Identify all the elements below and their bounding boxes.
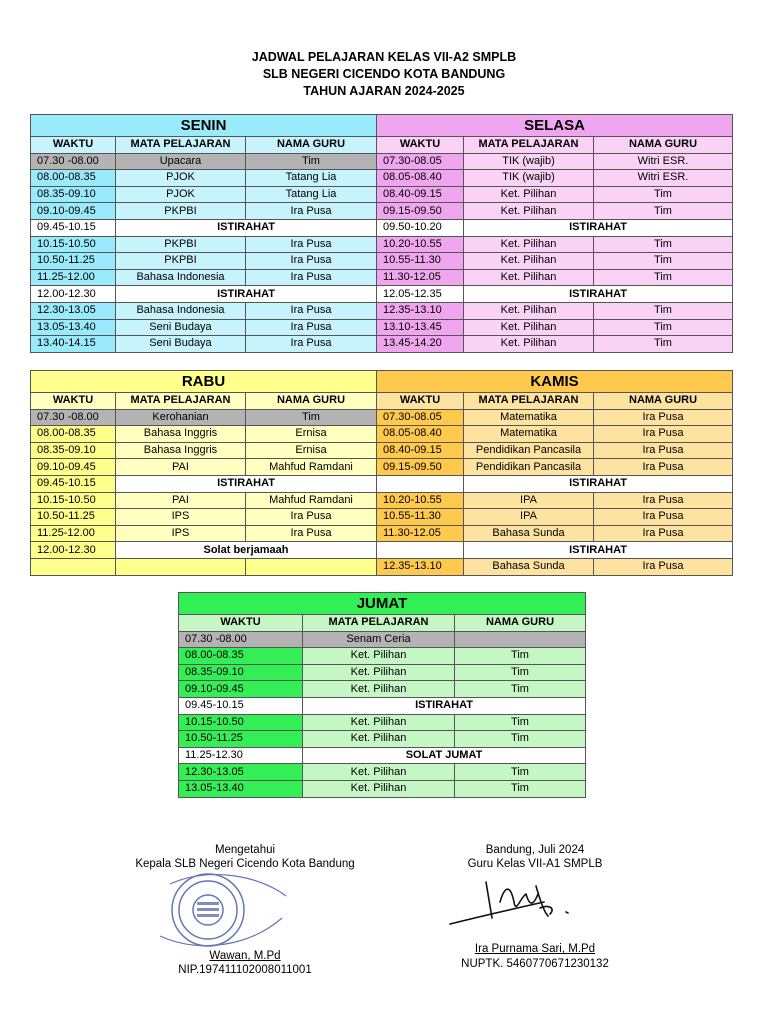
col-waktu-header: WAKTU xyxy=(31,137,116,154)
table-row xyxy=(377,253,733,270)
time-cell: 12.35-13.10 xyxy=(377,302,464,319)
day-header-selasa: SELASA xyxy=(377,115,733,137)
table-row xyxy=(31,203,377,220)
time-cell: 10.50-11.25 xyxy=(31,253,116,270)
table-row xyxy=(377,170,733,187)
teacher-cell: Tim xyxy=(455,648,586,665)
subject-cell: Ket. Pilihan xyxy=(303,714,455,731)
time-cell: 11.25-12.30 xyxy=(179,747,303,764)
time-cell: 07.30-08.05 xyxy=(377,153,464,170)
subject-cell: Bahasa Inggris xyxy=(116,426,246,443)
col-mapel-header: MATA PELAJARAN xyxy=(464,393,594,410)
break-cell: SOLAT JUMAT xyxy=(303,747,586,764)
principal-name: Wawan, M.Pd xyxy=(209,950,281,962)
time-cell: 09.10-09.45 xyxy=(179,681,303,698)
teacher-cell: Ira Pusa xyxy=(246,302,377,319)
day-header-jumat: JUMAT xyxy=(179,593,586,615)
teacher-cell: Mahfud Ramdani xyxy=(246,459,377,476)
subject-cell: Ket. Pilihan xyxy=(303,780,455,797)
time-cell: 13.05-13.40 xyxy=(31,319,116,336)
col-waktu-header: WAKTU xyxy=(31,393,116,410)
subject-cell: PAI xyxy=(116,492,246,509)
subject-cell: Bahasa Indonesia xyxy=(116,269,246,286)
subject-cell: Ket. Pilihan xyxy=(464,236,594,253)
time-cell: 09.50-10.20 xyxy=(377,219,464,236)
table-row xyxy=(179,697,586,714)
table-row xyxy=(31,492,377,509)
time-cell: 11.25-12.00 xyxy=(31,525,116,542)
time-cell xyxy=(377,475,464,492)
teacher-cell: Tim xyxy=(455,714,586,731)
subject-cell: PJOK xyxy=(116,186,246,203)
teacher-nuptk: NUPTK. 5460770671230132 xyxy=(461,958,609,970)
principal-nip: NIP.197411102008011001 xyxy=(178,964,312,976)
time-cell: 08.05-08.40 xyxy=(377,426,464,443)
table-row xyxy=(179,764,586,781)
subject-cell: PKPBI xyxy=(116,236,246,253)
table-row xyxy=(31,336,377,353)
kamis-table xyxy=(376,370,733,576)
time-cell: 09.10-09.45 xyxy=(31,459,116,476)
table-row xyxy=(179,714,586,731)
table-row xyxy=(31,442,377,459)
time-cell: 12.30-13.05 xyxy=(31,302,116,319)
subject-cell: PKPBI xyxy=(116,203,246,220)
subject-cell: Seni Budaya xyxy=(116,319,246,336)
teacher-cell: Mahfud Ramdani xyxy=(246,492,377,509)
time-cell xyxy=(377,542,464,559)
col-mapel-header: MATA PELAJARAN xyxy=(116,137,246,154)
table-row xyxy=(31,186,377,203)
subject-cell: Ket. Pilihan xyxy=(464,336,594,353)
school-name: SLB NEGERI CICENDO KOTA BANDUNG xyxy=(262,67,506,81)
table-row xyxy=(31,426,377,443)
table-row xyxy=(31,475,377,492)
teacher-cell: Ira Pusa xyxy=(246,336,377,353)
col-waktu-header: WAKTU xyxy=(377,393,464,410)
approval-label: Mengetahui xyxy=(214,844,276,856)
teacher-cell: Ernisa xyxy=(246,426,377,443)
time-cell: 12.05-12.35 xyxy=(377,286,464,303)
teacher-cell: Witri ESR. xyxy=(594,153,733,170)
table-row xyxy=(31,509,377,526)
teacher-cell: Ira Pusa xyxy=(246,509,377,526)
break-cell: ISTIRAHAT xyxy=(116,475,377,492)
time-cell: 08.00-08.35 xyxy=(179,648,303,665)
time-cell: 07.30 -08.00 xyxy=(179,631,303,648)
teacher-cell: Ira Pusa xyxy=(594,492,733,509)
table-row xyxy=(31,302,377,319)
time-cell: 10.20-10.55 xyxy=(377,236,464,253)
table-row xyxy=(31,253,377,270)
teacher-cell: Ira Pusa xyxy=(246,203,377,220)
teacher-cell: Tim xyxy=(594,236,733,253)
table-row xyxy=(377,319,733,336)
time-cell: 09.10-09.45 xyxy=(31,203,116,220)
subject-cell: IPS xyxy=(116,509,246,526)
time-cell: 13.10-13.45 xyxy=(377,319,464,336)
subject-cell: Ket. Pilihan xyxy=(303,664,455,681)
day-header-rabu: RABU xyxy=(31,371,377,393)
time-cell: 09.45-10.15 xyxy=(179,697,303,714)
teacher-cell: Ira Pusa xyxy=(594,525,733,542)
subject-cell: Bahasa Sunda xyxy=(464,558,594,575)
teacher-cell: Tim xyxy=(594,302,733,319)
teacher-cell: Ira Pusa xyxy=(246,253,377,270)
teacher-cell: Ira Pusa xyxy=(594,459,733,476)
teacher-cell: Tim xyxy=(594,319,733,336)
subject-cell: Seni Budaya xyxy=(116,336,246,353)
subject-cell: Kerohanian xyxy=(116,409,246,426)
col-guru-header: NAMA GURU xyxy=(246,393,377,410)
table-row xyxy=(377,558,733,575)
teacher-cell: Tim xyxy=(594,336,733,353)
table-row xyxy=(31,319,377,336)
time-cell: 08.40-09.15 xyxy=(377,186,464,203)
teacher-cell: Ira Pusa xyxy=(594,509,733,526)
subject-cell: PAI xyxy=(116,459,246,476)
table-row xyxy=(377,475,733,492)
table-row xyxy=(31,409,377,426)
table-row xyxy=(377,426,733,443)
subject-cell: Pendidikan Pancasila xyxy=(464,442,594,459)
time-cell: 10.20-10.55 xyxy=(377,492,464,509)
teacher-cell: Tim xyxy=(246,153,377,170)
teacher-cell: Tim xyxy=(594,269,733,286)
table-row xyxy=(377,219,733,236)
break-cell: ISTIRAHAT xyxy=(464,286,733,303)
break-cell: ISTIRAHAT xyxy=(116,219,377,236)
table-row xyxy=(31,269,377,286)
teacher-cell: Ira Pusa xyxy=(594,558,733,575)
subject-cell: PJOK xyxy=(116,170,246,187)
handwritten-signature xyxy=(448,872,598,932)
time-cell: 09.15-09.50 xyxy=(377,203,464,220)
time-cell: 10.15-10.50 xyxy=(31,492,116,509)
subject-cell: Bahasa Inggris xyxy=(116,442,246,459)
time-cell: 08.35-09.10 xyxy=(31,442,116,459)
subject-cell: TIK (wajib) xyxy=(464,153,594,170)
break-cell: ISTIRAHAT xyxy=(116,286,377,303)
place-date: Bandung, Juli 2024 xyxy=(485,844,585,856)
table-row xyxy=(179,731,586,748)
table-row xyxy=(31,558,377,575)
time-cell: 10.15-10.50 xyxy=(31,236,116,253)
time-cell: 13.40-14.15 xyxy=(31,336,116,353)
table-row xyxy=(31,219,377,236)
teacher-cell: Ira Pusa xyxy=(246,319,377,336)
table-row xyxy=(377,509,733,526)
table-row xyxy=(377,203,733,220)
table-row xyxy=(179,664,586,681)
col-guru-header: NAMA GURU xyxy=(594,393,733,410)
table-row xyxy=(377,525,733,542)
subject-cell: Upacara xyxy=(116,153,246,170)
table-row xyxy=(179,681,586,698)
table-row xyxy=(377,492,733,509)
teacher-cell: Tim xyxy=(594,186,733,203)
table-row xyxy=(377,459,733,476)
rabu-table xyxy=(30,370,377,576)
table-row xyxy=(377,186,733,203)
teacher-cell: Witri ESR. xyxy=(594,170,733,187)
teacher-cell: Tim xyxy=(455,681,586,698)
subject-cell: Bahasa Indonesia xyxy=(116,302,246,319)
time-cell: 10.55-11.30 xyxy=(377,509,464,526)
time-cell: 07.30 -08.00 xyxy=(31,153,116,170)
table-row xyxy=(179,747,586,764)
teacher-cell: Ira Pusa xyxy=(246,236,377,253)
time-cell: 13.45-14.20 xyxy=(377,336,464,353)
table-row xyxy=(377,409,733,426)
time-cell: 08.35-09.10 xyxy=(179,664,303,681)
table-row xyxy=(377,269,733,286)
table-row xyxy=(31,459,377,476)
subject-cell: Ket. Pilihan xyxy=(464,203,594,220)
time-cell: 10.15-10.50 xyxy=(179,714,303,731)
teacher-cell xyxy=(246,558,377,575)
subject-cell: Senam Ceria xyxy=(303,631,455,648)
subject-cell: Ket. Pilihan xyxy=(303,731,455,748)
break-cell: Solat berjamaah xyxy=(116,542,377,559)
subject-cell: IPA xyxy=(464,492,594,509)
time-cell: 12.00-12.30 xyxy=(31,542,116,559)
subject-cell: PKPBI xyxy=(116,253,246,270)
subject-cell: Ket. Pilihan xyxy=(464,302,594,319)
col-guru-header: NAMA GURU xyxy=(594,137,733,154)
subject-cell: IPS xyxy=(116,525,246,542)
subject-cell xyxy=(116,558,246,575)
teacher-name: Ira Purnama Sari, M.Pd xyxy=(474,943,596,955)
table-row xyxy=(377,286,733,303)
break-cell: ISTIRAHAT xyxy=(464,219,733,236)
day-header-senin: SENIN xyxy=(31,115,377,137)
col-mapel-header: MATA PELAJARAN xyxy=(116,393,246,410)
official-stamp xyxy=(150,866,290,952)
time-cell: 07.30-08.05 xyxy=(377,409,464,426)
col-guru-header: NAMA GURU xyxy=(455,615,586,632)
teacher-cell: Tim xyxy=(594,203,733,220)
teacher-cell: Ira Pusa xyxy=(594,442,733,459)
teacher-cell: Tim xyxy=(455,731,586,748)
col-mapel-header: MATA PELAJARAN xyxy=(303,615,455,632)
time-cell: 11.30-12.05 xyxy=(377,525,464,542)
table-row xyxy=(377,302,733,319)
teacher-title: Guru Kelas VII-A1 SMPLB xyxy=(467,858,603,870)
subject-cell: Bahasa Sunda xyxy=(464,525,594,542)
col-mapel-header: MATA PELAJARAN xyxy=(464,137,594,154)
subject-cell: Ket. Pilihan xyxy=(464,186,594,203)
table-row xyxy=(377,542,733,559)
table-row xyxy=(31,170,377,187)
subject-cell: Ket. Pilihan xyxy=(464,319,594,336)
time-cell: 10.55-11.30 xyxy=(377,253,464,270)
table-row xyxy=(377,153,733,170)
subject-cell: IPA xyxy=(464,509,594,526)
time-cell: 08.35-09.10 xyxy=(31,186,116,203)
subject-cell: Ket. Pilihan xyxy=(464,269,594,286)
teacher-cell: Tim xyxy=(455,664,586,681)
table-row xyxy=(31,286,377,303)
time-cell: 08.40-09.15 xyxy=(377,442,464,459)
principal-title: Kepala SLB Negeri Cicendo Kota Bandung xyxy=(135,858,355,870)
time-cell: 11.25-12.00 xyxy=(31,269,116,286)
day-header-kamis: KAMIS xyxy=(377,371,733,393)
subject-cell: Ket. Pilihan xyxy=(303,648,455,665)
selasa-table xyxy=(376,114,733,353)
subject-cell: Matematika xyxy=(464,426,594,443)
time-cell: 10.50-11.25 xyxy=(179,731,303,748)
table-row xyxy=(31,153,377,170)
time-cell: 12.30-13.05 xyxy=(179,764,303,781)
jumat-table xyxy=(178,592,586,798)
table-row xyxy=(377,236,733,253)
break-cell: ISTIRAHAT xyxy=(464,542,733,559)
teacher-cell: Tatang Lia xyxy=(246,186,377,203)
teacher-cell: Ernisa xyxy=(246,442,377,459)
time-cell xyxy=(31,558,116,575)
teacher-cell: Ira Pusa xyxy=(594,409,733,426)
teacher-cell: Tim xyxy=(594,253,733,270)
subject-cell: Ket. Pilihan xyxy=(303,764,455,781)
schedule-title: JADWAL PELAJARAN KELAS VII-A2 SMPLB xyxy=(251,50,517,64)
senin-table xyxy=(30,114,377,353)
table-row xyxy=(179,631,586,648)
time-cell: 10.50-11.25 xyxy=(31,509,116,526)
time-cell: 11.30-12.05 xyxy=(377,269,464,286)
col-waktu-header: WAKTU xyxy=(377,137,464,154)
subject-cell: Pendidikan Pancasila xyxy=(464,459,594,476)
table-row xyxy=(377,442,733,459)
break-cell: ISTIRAHAT xyxy=(303,697,586,714)
time-cell: 12.35-13.10 xyxy=(377,558,464,575)
teacher-cell xyxy=(455,631,586,648)
table-row xyxy=(31,236,377,253)
time-cell: 09.45-10.15 xyxy=(31,475,116,492)
teacher-cell: Ira Pusa xyxy=(594,426,733,443)
teacher-cell: Tatang Lia xyxy=(246,170,377,187)
time-cell: 08.00-08.35 xyxy=(31,426,116,443)
time-cell: 07.30 -08.00 xyxy=(31,409,116,426)
table-row xyxy=(31,525,377,542)
time-cell: 09.45-10.15 xyxy=(31,219,116,236)
time-cell: 08.05-08.40 xyxy=(377,170,464,187)
break-cell: ISTIRAHAT xyxy=(464,475,733,492)
teacher-cell: Tim xyxy=(246,409,377,426)
time-cell: 13.05-13.40 xyxy=(179,780,303,797)
table-row xyxy=(179,648,586,665)
teacher-cell: Ira Pusa xyxy=(246,525,377,542)
col-guru-header: NAMA GURU xyxy=(246,137,377,154)
teacher-cell: Tim xyxy=(455,764,586,781)
teacher-cell: Tim xyxy=(455,780,586,797)
subject-cell: Matematika xyxy=(464,409,594,426)
teacher-cell: Ira Pusa xyxy=(246,269,377,286)
table-row xyxy=(179,780,586,797)
subject-cell: Ket. Pilihan xyxy=(303,681,455,698)
table-row xyxy=(377,336,733,353)
academic-year: TAHUN AJARAN 2024-2025 xyxy=(303,84,465,98)
time-cell: 08.00-08.35 xyxy=(31,170,116,187)
time-cell: 09.15-09.50 xyxy=(377,459,464,476)
col-waktu-header: WAKTU xyxy=(179,615,303,632)
subject-cell: TIK (wajib) xyxy=(464,170,594,187)
time-cell: 12.00-12.30 xyxy=(31,286,116,303)
table-row xyxy=(31,542,377,559)
subject-cell: Ket. Pilihan xyxy=(464,253,594,270)
